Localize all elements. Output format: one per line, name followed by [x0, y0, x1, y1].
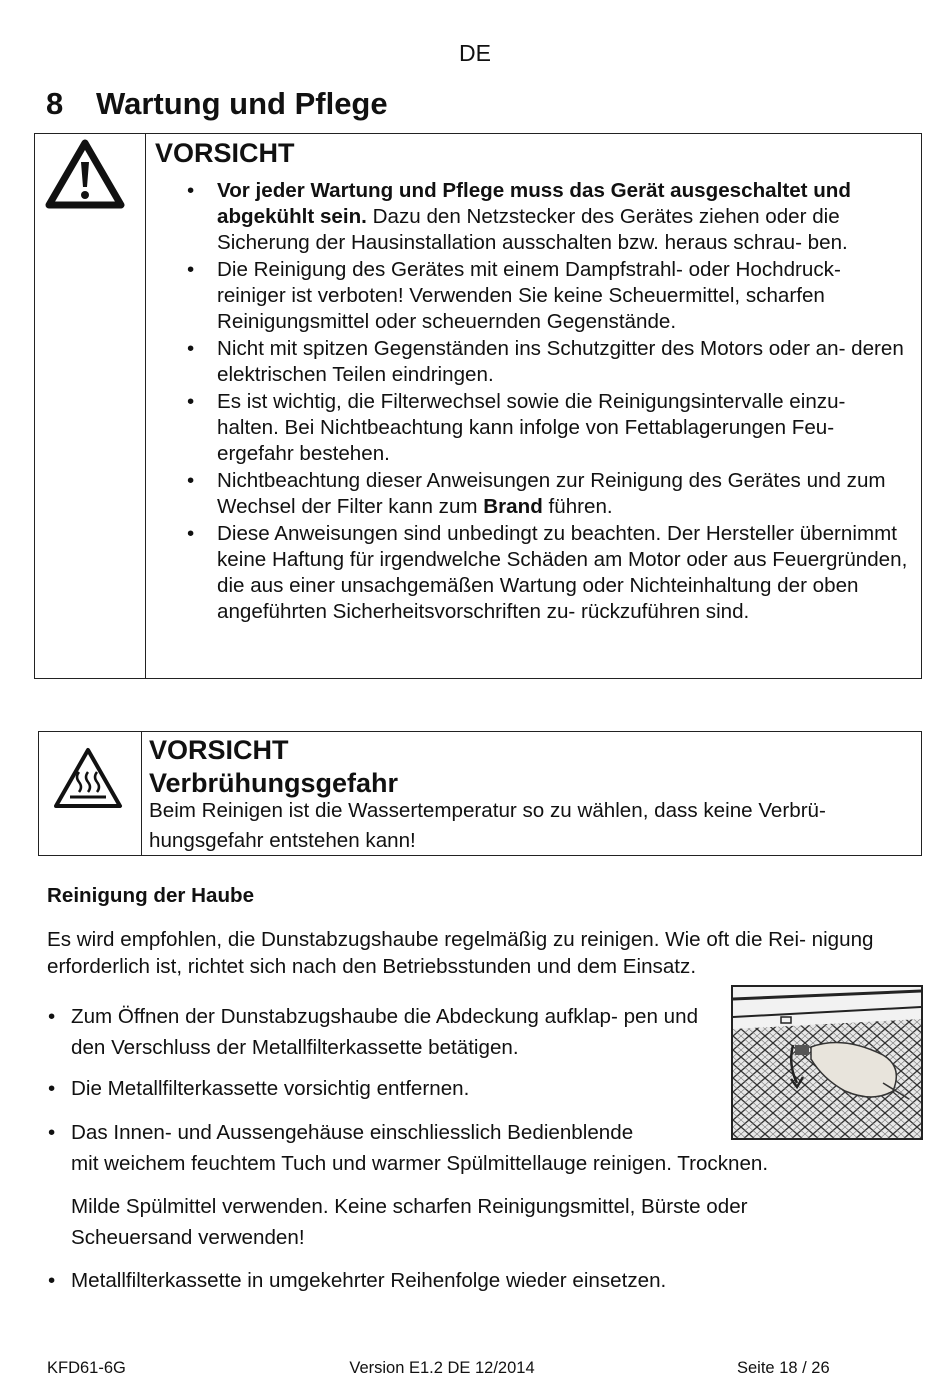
cleaning-note: Milde Spülmittel verwenden. Keine scharfen Reinigungsmittel, Bürste oder Scheuersand verwenden! [71, 1195, 748, 1249]
list-item: • Nicht mit spitzen Gegenständen ins Schutzgitter des Motors oder an- deren elektrischen Teilen eindringen. [185, 336, 910, 388]
cleaning-intro: Es wird empfohlen, die Dunstabzugshaube regelmäßig zu reinigen. Wie oft die Rei- nigung erforderlich ist, richtet sich nach den Betriebsstunden und dem Einsatz. [47, 928, 874, 978]
list-item: • Zum Öffnen der Dunstabzugshaube die Abdeckung aufklap- pen und den Verschluss der Metallfilterkassette betätigen. [47, 1001, 721, 1063]
list-item: • Die Metallfilterkassette vorsichtig entfernen. [47, 1073, 891, 1104]
list-item [185, 178, 910, 256]
list-item: • Metallfilterkassette in umgekehrter Reihenfolge wieder einsetzen. [47, 1265, 891, 1296]
list-item [185, 468, 910, 520]
section-heading [46, 86, 388, 122]
footer-page: Seite 18 / 26 [737, 1359, 830, 1377]
cleaning-heading: Reinigung der Haube [47, 884, 255, 907]
list-item: • Diese Anweisungen sind unbedingt zu beachten. Der Hersteller übernimmt keine Haftung für irgendwelche Schäden am Motor oder aus Feuergründen, die aus einer unsachgemäßen Wartung oder Nichteinhaltung der oben angeführten Sicherheitsvorschriften zu- rückzuführen sind. [185, 521, 910, 625]
hot-surface-icon [52, 746, 124, 810]
caution-title: VORSICHT [149, 735, 289, 765]
brand-emphasis: Brand [483, 495, 543, 518]
list-item-text: führen. [542, 495, 613, 518]
caution-box-scalding [38, 731, 922, 856]
filter-illustration-image [733, 987, 921, 1138]
warning-icon-cell [35, 134, 146, 678]
list-item-bold: Vor jeder Wartung und Pflege muss das Gerät ausgeschaltet und abgekühlt sein. [217, 179, 851, 228]
filter-illustration [731, 985, 923, 1140]
footer-version: Version E1.2 DE 12/2014 [349, 1359, 535, 1377]
caution-list [185, 178, 910, 626]
caution-box-maintenance [34, 133, 922, 679]
scald-subtitle: Verbrühungsgefahr [149, 768, 399, 798]
section-title: Wartung und Pflege [96, 86, 388, 121]
section-number: 8 [46, 86, 64, 121]
step3-line1: • Das Innen- und Aussengehäuse einschliesslich Bedienblende [71, 1121, 634, 1144]
language-label: DE [459, 40, 491, 66]
list-item-text: Nichtbeachtung dieser Anweisungen zur Reinigung des Gerätes und zum Wechsel der Filter kann zum [217, 469, 886, 518]
scald-caution-title [149, 734, 398, 800]
list-item-text: Dazu den Netzstecker des Gerätes ziehen oder die Sicherung der Hausinstallation ausschalten bzw. heraus schrau- ben. [217, 205, 848, 254]
caution-title: VORSICHT [155, 138, 295, 168]
scald-text: Beim Reinigen ist die Wassertemperatur so zu wählen, dass keine Verbrü- hungsgefahr entstehen kann! [149, 799, 826, 852]
footer-model: KFD61-6G [47, 1359, 126, 1377]
step3-line2: mit weichem feuchtem Tuch und warmer Spülmittellauge reinigen. Trocknen. [71, 1152, 769, 1175]
warning-triangle-icon [45, 138, 125, 210]
list-item: • Es ist wichtig, die Filterwechsel sowie die Reinigungsintervalle einzu- halten. Bei Nichtbeachtung kann infolge von Fettablagerungen Feu- ergefahr bestehen. [185, 389, 910, 467]
list-item: • Die Reinigung des Gerätes mit einem Dampfstrahl- oder Hochdruck- reiniger ist verboten! Verwenden Sie keine Scheuermittel, scharfen Reinigungsmittel oder scheuernden Gegenstände. [185, 257, 910, 335]
hot-icon-cell [39, 732, 142, 855]
